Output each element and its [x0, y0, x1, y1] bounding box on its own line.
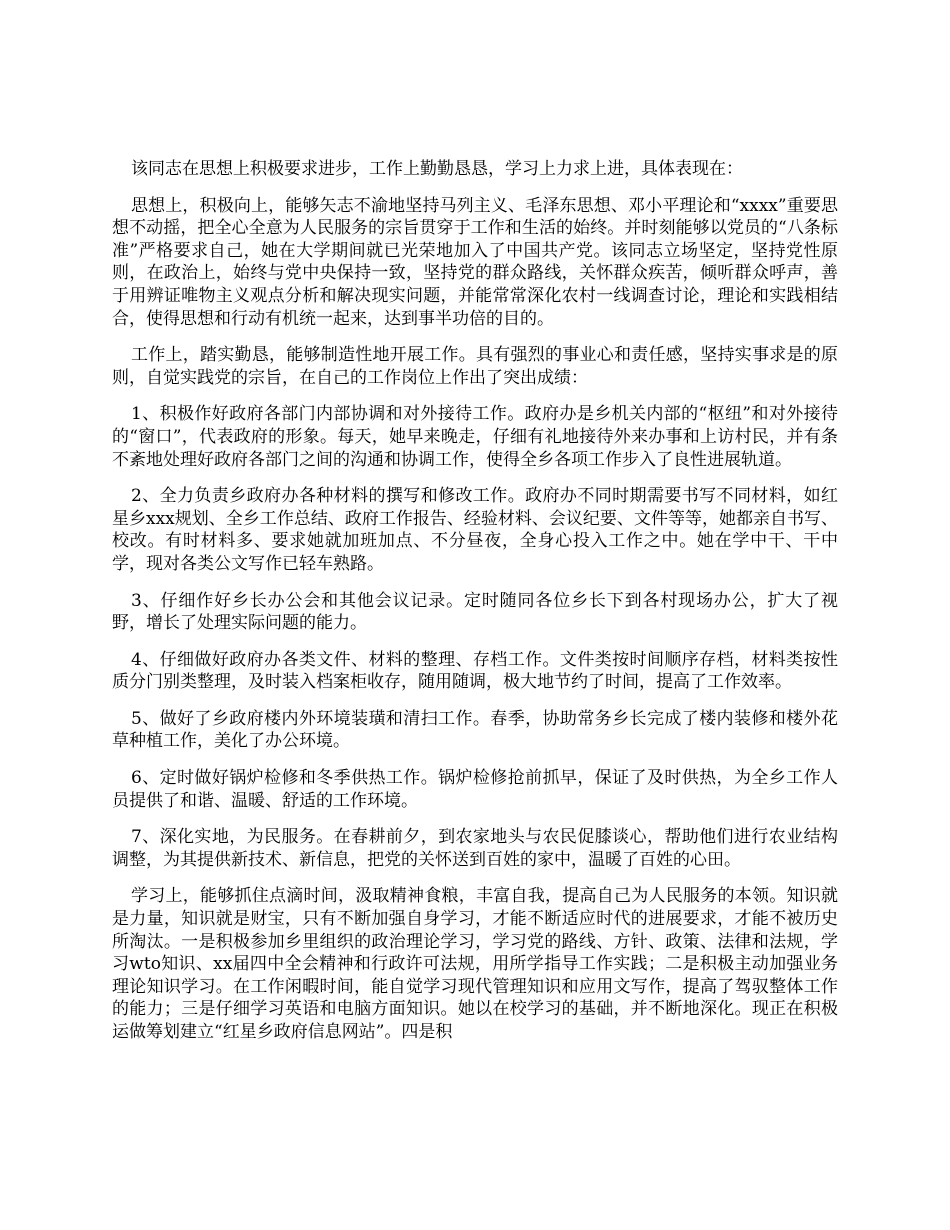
paragraph-thought: 思想上，积极向上，能够矢志不渝地坚持马列主义、毛泽东思想、邓小平理论和“xxxx”重要思想不动摇，把全心全意为人民服务的宗旨贯穿于工作和生活的始终。并时刻能够以党员的“八条标准”严格要求自己，她在大学期间就已光荣地加入了中国共产党。该同志立场坚定，坚持党性原则，在政治上，始终与党中央保持一致，坚持党的群众路线，关怀群众疾苦，倾听群众呼声，善于用辨证唯物主义观点分析和解决现实问题，并能常常深化农村一线调查讨论，理论和实践相结合，使得思想和行动有机统一起来，达到事半功倍的目的。 — [112, 195, 838, 329]
paragraph-study: 学习上，能够抓住点滴时间，汲取精神食粮，丰富自我，提高自己为人民服务的本领。知识就是力量，知识就是财宝，只有不断加强自身学习，才能不断适应时代的进展要求，才能不被历史所淘汰。一是积极参加乡里组织的政治理论学习，学习党的路线、方针、政策、法律和法规，学习wto知识、xx届四中全会精神和行政许可法规，用所学指导工作实践；二是积极主动加强业务理论知识学习。在工作闲暇时间，能自觉学习现代管理知识和应用文写作，提高了驾驭整体工作的能力；三是仔细学习英语和电脑方面知识。她以在校学习的基础，并不断地深化。现正在积极运做筹划建立“红星乡政府信息网站”。四是积 — [112, 886, 838, 1042]
paragraph-item-5: 5、做好了乡政府楼内外环境装璜和清扫工作。春季，协助常务乡长完成了楼内装修和楼外花草种植工作，美化了办公环境。 — [112, 708, 838, 752]
paragraph-item-3: 3、仔细作好乡长办公会和其他会议记录。定时随同各位乡长下到各村现场办公，扩大了视野，增长了处理实际问题的能力。 — [112, 590, 838, 634]
paragraph-item-1: 1、积极作好政府各部门内部协调和对外接待工作。政府办是乡机关内部的“枢纽”和对外接待的“窗口”，代表政府的形象。每天，她早来晚走，仔细有礼地接待外来办事和上访村民，并有条不紊地处理好政府各部门之间的沟通和协调工作，使得全乡各项工作步入了良性进展轨道。 — [112, 404, 838, 470]
paragraph-item-4: 4、仔细做好政府办各类文件、材料的整理、存档工作。文件类按时间顺序存档，材料类按性质分门别类整理，及时装入档案柜收存，随用随调，极大地节约了时间，提高了工作效率。 — [112, 649, 838, 693]
paragraph-intro: 该同志在思想上积极要求进步，工作上勤勤恳恳，学习上力求上进，具体表现在： — [131, 159, 743, 179]
paragraph-item-2: 2、全力负责乡政府办各种材料的撰写和修改工作。政府办不同时期需要书写不同材料，如红星乡xxx规划、全乡工作总结、政府工作报告、经验材料、会议纪要、文件等等，她都亲自书写、校改。有时材料多、要求她就加班加点、不分昼夜，全身心投入工作之中。她在学中干、干中学，现对各类公文写作已轻车熟路。 — [112, 486, 838, 574]
paragraph-item-6: 6、定时做好锅炉检修和冬季供热工作。锅炉检修抢前抓早，保证了及时供热，为全乡工作人员提供了和谐、温暖、舒适的工作环境。 — [112, 768, 838, 811]
paragraph-item-7: 7、深化实地，为民服务。在春耕前夕，到农家地头与农民促膝谈心，帮助他们进行农业结构调整，为其提供新技术、新信息，把党的关怀送到百姓的家中，温暖了百姓的心田。 — [112, 827, 838, 870]
paragraph-work: 工作上，踏实勤恳，能够制造性地开展工作。具有强烈的事业心和责任感，坚持实事求是的原则，自觉实践党的宗旨，在自己的工作岗位上作出了突出成绩： — [112, 345, 838, 388]
document-body — [112, 158, 838, 1058]
